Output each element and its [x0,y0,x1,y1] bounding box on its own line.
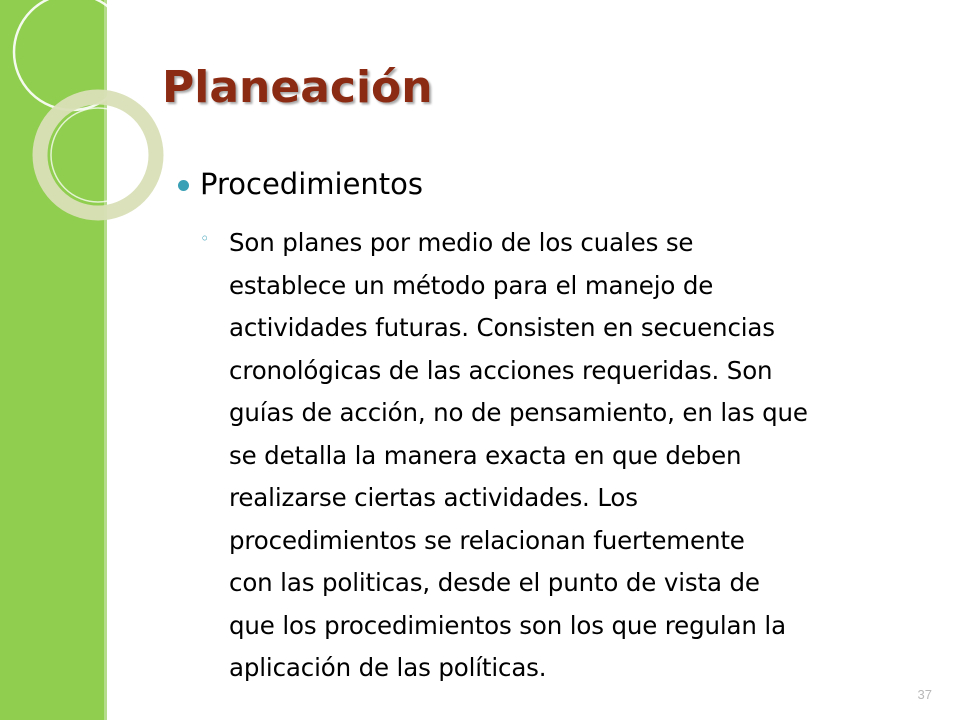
paragraph-line: actividades futuras. Consisten en secuencias [229,313,775,342]
decorative-rings [0,0,240,260]
paragraph-line: se detalla la manera exacta en que deben [229,440,742,470]
paragraph-line: cronológicas de las acciones requeridas. Son [229,355,773,385]
bullet-heading: Procedimientos [200,167,424,201]
paragraph-line: con las politicas, desde el punto de vista de [229,568,760,597]
paragraph-line: realizarse ciertas actividades. Los [229,483,638,512]
paragraph-line: aplicación de las políticas. [229,653,547,682]
sub-bullet-icon: ◦ [200,229,210,248]
bullet-dot-icon [178,180,189,191]
paragraph-line: procedimientos se relacionan fuertemente [229,525,745,555]
slide-title: Planeación [162,62,433,113]
slide-number: 37 [917,687,932,702]
paragraph-line: Son planes por medio de los cuales se [229,228,694,257]
paragraph-line: guías de acción, no de pensamiento, en las que [229,398,808,427]
paragraph-line: establece un método para el manejo de [229,270,714,300]
paragraph-line: que los procedimientos son los que regulan la [229,610,786,640]
procedure-description [229,222,939,690]
